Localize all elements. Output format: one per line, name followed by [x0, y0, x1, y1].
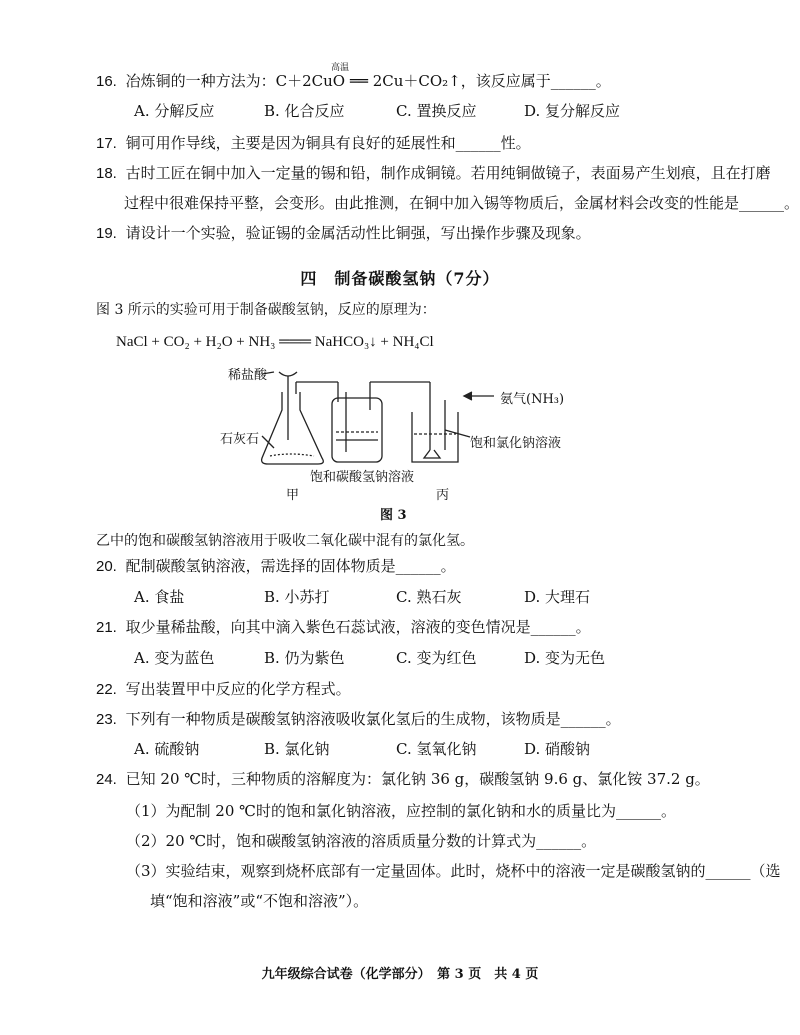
question-number: 23.	[96, 711, 117, 728]
question-text: 配制碳酸氢钠溶液，需选择的固体物质是______。	[125, 557, 456, 575]
question-number: 18.	[96, 165, 117, 182]
question-text: 请设计一个实验，验证锡的金属活动性比铜强，写出操作步骤及现象。	[125, 224, 591, 242]
option-a: A. 变为蓝色	[134, 649, 215, 667]
label-nahco3-solution: 饱和碳酸氢钠溶液	[310, 470, 415, 485]
question-text-line2: 过程中很难保持平整，会变形。由此推测，在铜中加入锡等物质后，金属材料会改变的性能是______。	[124, 194, 800, 212]
question-text: 下列有一种物质是碳酸氢钠溶液吸收氯化氢后的生成物，该物质是______。	[125, 710, 621, 728]
flask-jia	[262, 392, 324, 464]
question-text: 冶炼铜的一种方法为：C＋2CuO ══ 2Cu＋CO₂↑，该反应属于______。	[125, 72, 611, 90]
question-text: 写出装置甲中反应的化学方程式。	[125, 680, 351, 698]
option-b: B. 小苏打	[264, 588, 330, 606]
option-a: A. 硫酸钠	[134, 740, 200, 758]
label-acid: 稀盐酸	[228, 368, 268, 383]
option-c: C. 置换反应	[396, 102, 477, 120]
option-c: C. 变为红色	[396, 649, 477, 667]
options-23	[134, 738, 694, 764]
question-text: 取少量稀盐酸，向其中滴入紫色石蕊试液，溶液的变色情况是______。	[125, 618, 591, 636]
options-21	[134, 647, 694, 673]
question-text: 已知 20 ℃时，三种物质的溶解度为：氯化钠 36 g，碳酸氢钠 9.6 g、氯化铵 37.2 g。	[125, 770, 710, 788]
option-b: B. 氯化钠	[264, 740, 330, 758]
label-stone: 石灰石	[220, 432, 260, 447]
question-24-part-2: （2）20 ℃时，饱和碳酸氢钠溶液的溶质质量分数的计算式为______。	[126, 832, 597, 850]
option-b: B. 化合反应	[264, 102, 345, 120]
question-24	[96, 764, 710, 795]
question-24-part-3-continued: 填“饱和溶液”或“不饱和溶液”）。	[150, 892, 369, 910]
label-bing: 丙	[436, 488, 450, 503]
question-number: 24.	[96, 771, 117, 788]
figure-caption: 图 3	[380, 508, 407, 523]
bottle-yi	[332, 398, 382, 462]
label-nacl-solution: 饱和氯化钠溶液	[470, 436, 562, 451]
question-23	[96, 704, 710, 735]
option-d: D. 硝酸钠	[524, 740, 591, 758]
question-number: 21.	[96, 619, 117, 636]
question-number: 22.	[96, 681, 117, 698]
reaction-equation: NaCl + CO₂ + H₂O + NH₃ ═══ NaHCO₃↓ + NH₄Cl	[116, 334, 434, 350]
question-text-line1: 古时工匠在铜中加入一定量的锡和铅，制作成铜镜。若用纯铜做镜子，表面易产生划痕，且在打磨	[125, 164, 771, 182]
question-24-part-3: （3）实验结束，观察到烧杯底部有一定量固体。此时，烧杯中的溶液一定是碳酸氢钠的______（选	[126, 862, 781, 880]
question-number: 16.	[96, 73, 117, 90]
question-21	[96, 612, 710, 643]
option-a: A. 分解反应	[134, 102, 215, 120]
label-jia: 甲	[286, 488, 300, 503]
option-c: C. 熟石灰	[396, 588, 462, 606]
label-ammonia: 氨气(NH₃)	[500, 392, 565, 407]
funnel-top	[279, 372, 297, 376]
question-text: 铜可用作导线，主要是因为铜具有良好的延展性和______性。	[125, 134, 531, 152]
section-title: 四 制备碳酸氢钠（7分）	[300, 269, 500, 288]
option-a: A. 食盐	[134, 588, 185, 606]
option-d: D. 复分解反应	[524, 102, 621, 120]
page-footer: 九年级综合试卷（化学部分） 第 3 页 共 4 页	[261, 967, 539, 982]
reaction-condition: 高温	[331, 63, 350, 73]
beaker-bing	[412, 412, 458, 462]
option-d: D. 大理石	[524, 588, 591, 606]
question-20	[96, 551, 710, 582]
option-d: D. 变为无色	[524, 649, 606, 667]
options-20	[134, 586, 694, 612]
question-number: 20.	[96, 558, 117, 575]
question-24-part-1: （1）为配制 20 ℃时的饱和氯化钠溶液，应控制的氯化钠和水的质量比为______。	[126, 802, 676, 820]
option-c: C. 氢氧化钠	[396, 740, 477, 758]
note-text: 乙中的饱和碳酸氢钠溶液用于吸收二氧化碳中混有的氯化氢。	[96, 533, 474, 549]
option-b: B. 仍为紫色	[264, 649, 345, 667]
question-22	[96, 674, 710, 705]
intro-text: 图 3 所示的实验可用于制备碳酸氢钠，反应的原理为：	[96, 302, 436, 318]
question-number: 19.	[96, 225, 117, 242]
question-number: 17.	[96, 135, 117, 152]
